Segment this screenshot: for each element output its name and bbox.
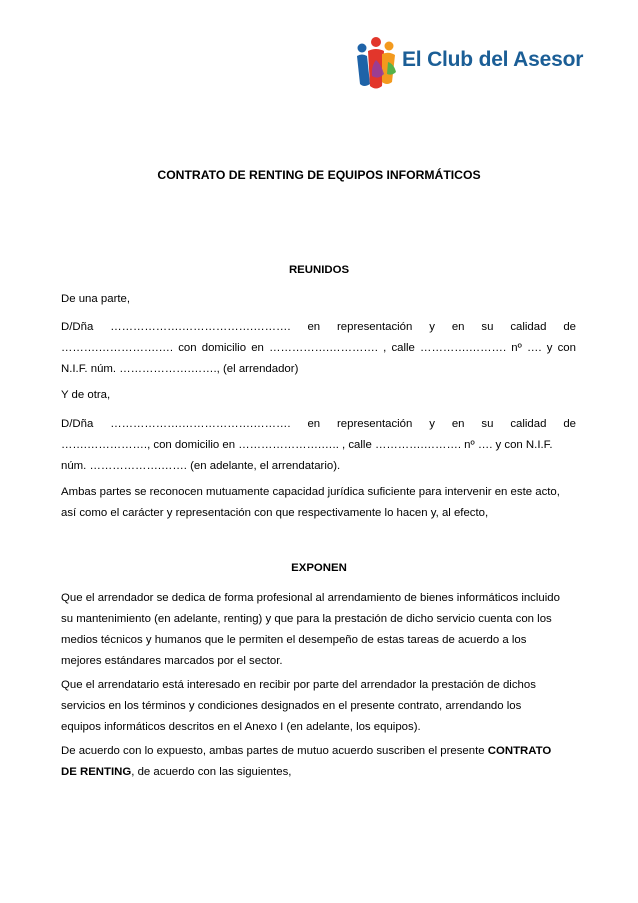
exponen-paragraph-1 xyxy=(61,588,576,672)
exponen-p2-line: equipos informáticos descritos en el Anexo I (en adelante, los equipos). xyxy=(61,721,421,733)
document-title: CONTRATO DE RENTING DE EQUIPOS INFORMÁTICOS xyxy=(157,168,481,182)
party2-line3: núm. ……………….……. (en adelante, el arrendatario). xyxy=(61,460,341,472)
party2-paragraph xyxy=(61,414,576,477)
exponen-paragraph-3 xyxy=(61,741,576,783)
party2-line2: …….……………., con domicilio en ………………….….. , calle ………….………. nº …. y con N.I.F. xyxy=(61,439,553,451)
party1-line2: ……….…………….…. con domicilio en …………….…………. , calle ………….………. nº …. y con xyxy=(61,342,576,354)
exponen-paragraph-2 xyxy=(61,675,576,738)
exponen-p1-line: Que el arrendador se dedica de forma profesional al arrendamiento de bienes informáticos incluido xyxy=(61,592,560,604)
exponen-p1-line: su mantenimiento (en adelante, renting) y que para la prestación de dicho servicio cuenta con los xyxy=(61,613,552,625)
ambas-partes-line2: así como el carácter y representación con que respectivamente lo hacen y, al efecto, xyxy=(61,507,489,519)
party1-paragraph xyxy=(61,317,576,380)
ambas-partes-paragraph xyxy=(61,482,576,524)
y-de-otra-paragraph xyxy=(61,385,576,406)
people-logo-icon xyxy=(354,34,400,92)
exponen-p3-line2: DE RENTING, de acuerdo con las siguientes, xyxy=(61,766,292,778)
party1-line1: D/Dña ……………….……………….………. en representación y en su calidad de xyxy=(61,321,576,333)
reunidos-heading: REUNIDOS xyxy=(288,264,350,276)
ambas-partes-line1: Ambas partes se reconocen mutuamente capacidad jurídica suficiente para intervenir en este acto, xyxy=(61,486,560,498)
exponen-p1-line: mejores estándares marcados por el sector. xyxy=(61,655,283,667)
exponen-p3-line1: De acuerdo con lo expuesto, ambas partes de mutuo acuerdo suscriben el presente CONTRATO xyxy=(61,745,552,757)
brand-logo xyxy=(354,34,584,92)
brand-name: El Club del Asesor xyxy=(402,48,584,71)
exponen-heading: EXPONEN xyxy=(291,562,347,574)
exponen-p1-line: medios técnicos y humanos que le permiten el desempeño de estas tareas de acuerdo a los xyxy=(61,634,527,646)
de-una-parte-text: De una parte, xyxy=(61,293,131,305)
party1-line3: N.I.F. núm. ……………….……., (el arrendador) xyxy=(61,363,299,375)
exponen-p2-line: Que el arrendatario está interesado en recibir por parte del arrendador la prestación de dichos xyxy=(61,679,536,691)
exponen-p2-line: servicios en los términos y condiciones designados en el presente contrato, arrendando los xyxy=(61,700,522,712)
de-una-parte-paragraph xyxy=(61,289,576,310)
party2-line1: D/Dña ……………….……………….………. en representación y en su calidad de xyxy=(61,418,576,430)
y-de-otra-text: Y de otra, xyxy=(61,389,111,401)
